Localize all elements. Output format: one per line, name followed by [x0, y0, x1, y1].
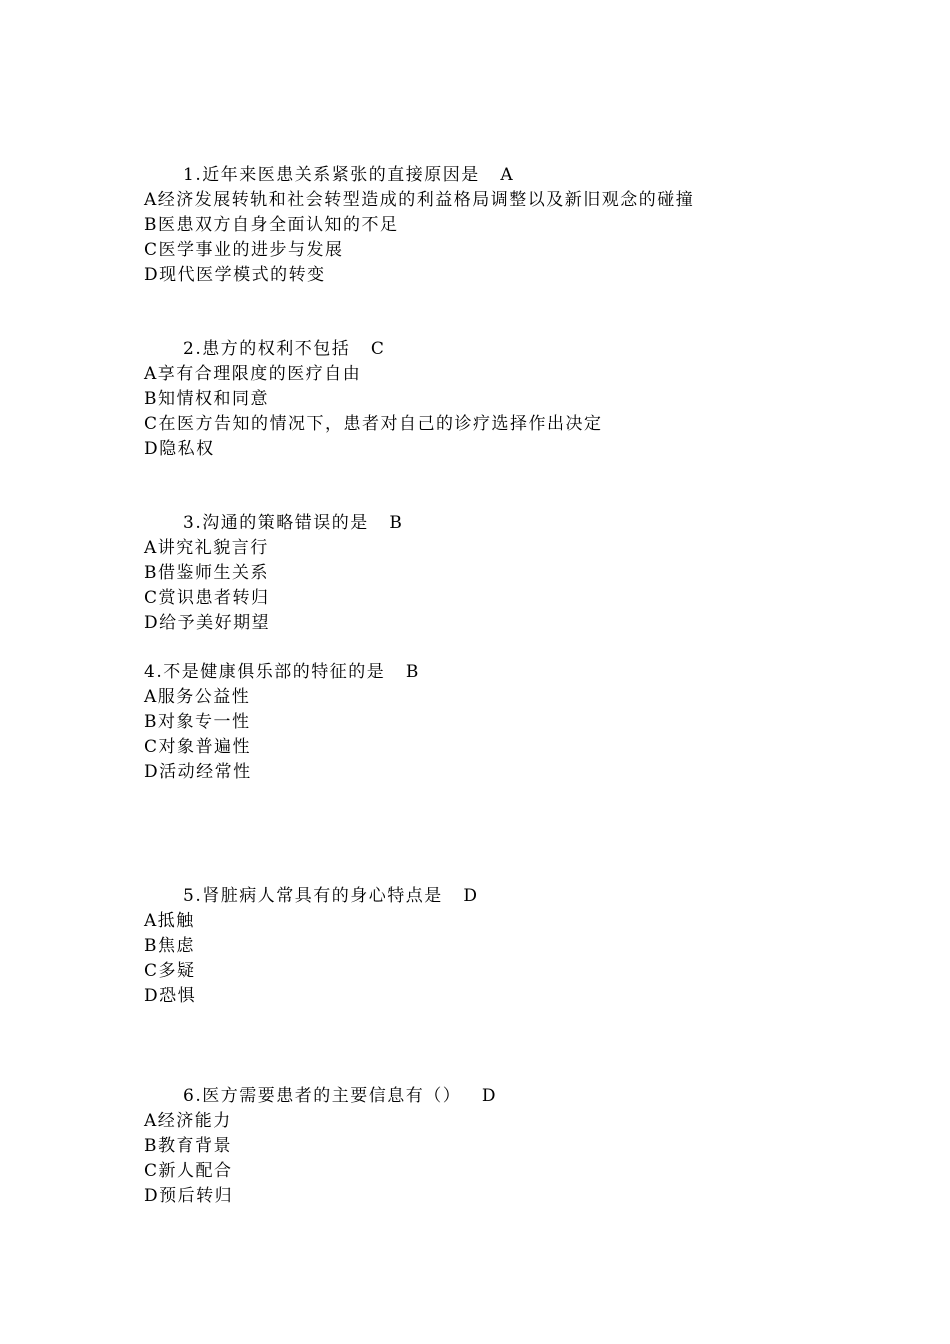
- question-stem: 4.不是健康俱乐部的特征的是 B: [144, 662, 420, 682]
- option-b: B借鉴师生关系: [144, 563, 269, 583]
- option-c: C在医方告知的情况下，患者对自己的诊疗选择作出决定: [144, 414, 603, 434]
- option-b: B医患双方自身全面认知的不足: [144, 215, 399, 235]
- option-b: B焦虑: [144, 936, 195, 956]
- option-c: C多疑: [144, 961, 196, 981]
- question-stem: 6.医方需要患者的主要信息有（） D: [183, 1086, 498, 1106]
- option-a: A服务公益性: [144, 687, 251, 707]
- option-d: D活动经常性: [144, 762, 252, 782]
- question-stem: 3.沟通的策略错误的是 B: [183, 513, 404, 533]
- option-a: A享有合理限度的医疗自由: [144, 364, 362, 384]
- question-stem: 2.患方的权利不包括 C: [183, 339, 386, 359]
- option-d: D隐私权: [144, 439, 215, 459]
- option-c: C赏识患者转归: [144, 588, 270, 608]
- option-d: D给予美好期望: [144, 613, 271, 633]
- option-a: A经济发展转轨和社会转型造成的利益格局调整以及新旧观念的碰撞: [144, 190, 695, 210]
- option-d: D预后转归: [144, 1186, 234, 1206]
- option-d: D恐惧: [144, 986, 197, 1006]
- option-b: B知情权和同意: [144, 389, 269, 409]
- option-d: D现代医学模式的转变: [144, 265, 326, 285]
- option-a: A经济能力: [144, 1111, 232, 1131]
- option-a: A抵触: [144, 911, 195, 931]
- option-b: B教育背景: [144, 1136, 232, 1156]
- option-c: C医学事业的进步与发展: [144, 240, 344, 260]
- option-a: A讲究礼貌言行: [144, 538, 269, 558]
- question-stem: 1.近年来医患关系紧张的直接原因是 A: [183, 165, 515, 185]
- option-b: B对象专一性: [144, 712, 251, 732]
- option-c: C对象普遍性: [144, 737, 252, 757]
- option-c: C新人配合: [144, 1161, 233, 1181]
- question-stem: 5.肾脏病人常具有的身心特点是 D: [183, 886, 479, 906]
